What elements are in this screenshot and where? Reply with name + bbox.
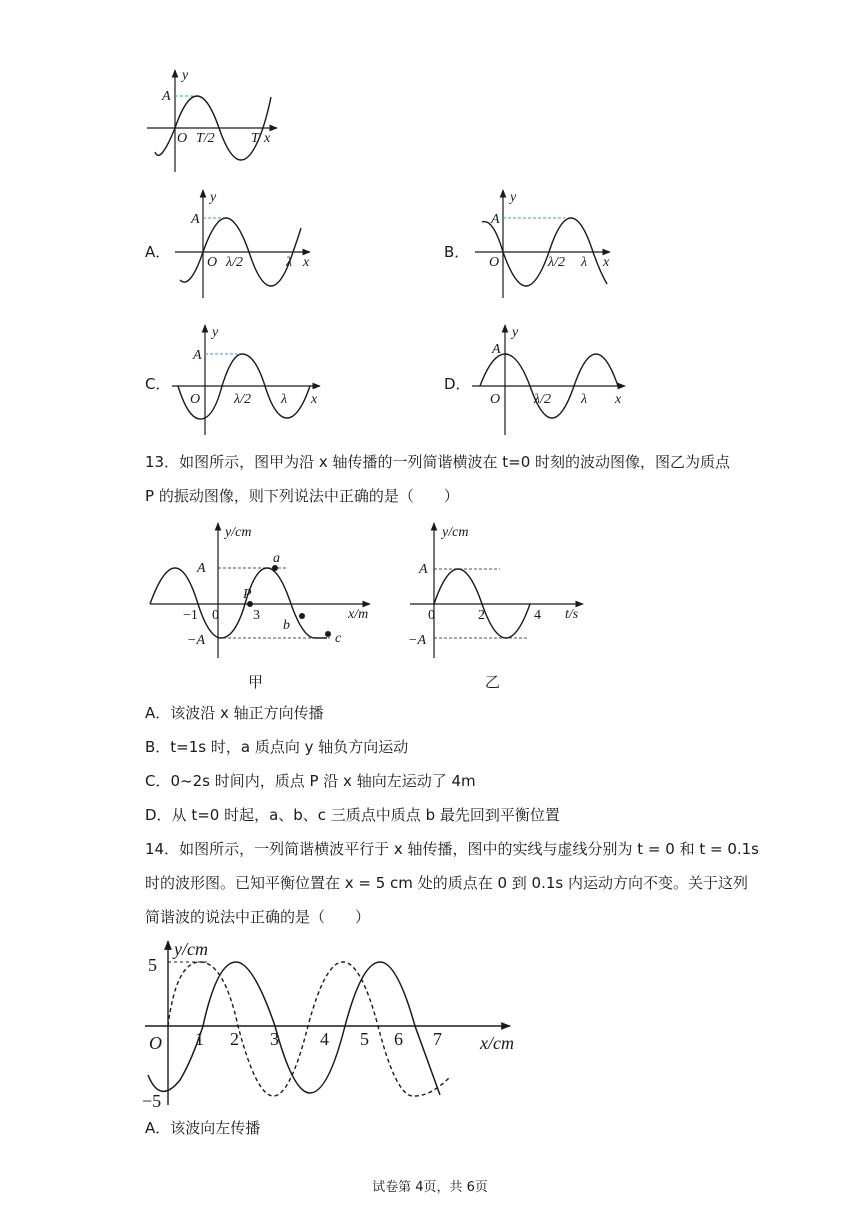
q13-figure-yi [405,518,605,658]
q13-option-b[interactable]: B．t=1s 时，a 质点向 y 轴负方向运动 [145,738,409,756]
q13-caption-yi: 乙 [485,673,501,691]
q12-option-d-label[interactable]: D． [444,375,471,393]
svg-text:O: O [190,392,201,407]
svg-text:0: 0 [212,608,219,623]
q14-option-a[interactable]: A．该波向左传播 [145,1119,261,1137]
svg-text:A: A [491,212,500,227]
dashed-wave [168,962,450,1096]
svg-text:y: y [512,325,519,340]
q12-option-a-label[interactable]: A． [145,243,171,261]
x-label: x [264,131,271,146]
svg-text:−5: −5 [142,1091,162,1111]
svg-text:x: x [615,392,622,407]
svg-text:y/cm: y/cm [442,525,469,540]
q12-option-b-label[interactable]: B． [444,243,470,261]
page-footer: 试卷第 4页，共 6页 [372,1180,488,1195]
svg-text:−A: −A [187,633,205,648]
svg-text:A: A [419,562,428,577]
svg-text:x/m: x/m [348,607,369,622]
svg-text:3: 3 [270,1029,279,1049]
svg-text:c: c [335,631,342,646]
T2-label: T/2 [196,131,215,146]
svg-text:λ: λ [581,392,588,407]
y-label: y [182,68,189,83]
q12-option-c-graph[interactable] [160,315,480,445]
svg-text:O: O [207,255,218,270]
svg-text:A: A [197,561,206,576]
svg-text:λ: λ [281,392,288,407]
svg-text:2: 2 [230,1029,239,1049]
svg-text:a: a [273,551,280,566]
svg-text:x: x [303,255,310,270]
q14-stem-line3: 简谐波的说法中正确的是（ ） [145,908,371,926]
svg-text:λ/2: λ/2 [534,392,551,407]
svg-text:y: y [210,190,217,205]
q14-stem-line1: 14．如图所示，一列简谐横波平行于 x 轴传播，图中的实线与虚线分别为 t = 0 和 t = 0.1s [145,840,759,858]
q12-option-a-graph[interactable] [160,180,480,300]
q14-stem-line2: 时的波形图。已知平衡位置在 x = 5 cm 处的质点在 0 到 0.1s 内运动方向不变。关于这列 [145,874,748,892]
q13-option-d[interactable]: D．从 t=0 时起，a、b、c 三质点中质点 b 最先回到平衡位置 [145,806,560,824]
svg-text:λ: λ [286,255,293,270]
svg-text:A: A [191,212,200,227]
svg-text:x: x [311,392,318,407]
svg-text:O: O [489,255,500,270]
q14-graph [140,935,540,1115]
svg-text:x: x [603,255,610,270]
q12-option-c-label[interactable]: C． [145,375,171,393]
svg-text:5: 5 [360,1029,369,1049]
q13-option-a[interactable]: A．该波沿 x 轴正方向传播 [145,704,324,722]
point-b [299,613,305,619]
svg-text:y: y [212,325,219,340]
q13-caption-jia: 甲 [248,673,264,691]
svg-text:−A: −A [408,633,426,648]
svg-text:λ/2: λ/2 [234,392,251,407]
svg-text:λ/2: λ/2 [226,255,243,270]
A-label: A [162,89,171,104]
q13-figure-jia [145,518,405,658]
svg-text:4: 4 [320,1029,329,1049]
svg-text:1: 1 [195,1029,204,1049]
svg-text:O: O [149,1033,162,1053]
svg-text:t/s: t/s [565,607,579,622]
q13-stem-line2: P 的振动图像，则下列说法中正确的是（ ） [145,487,459,505]
svg-text:y: y [510,190,517,205]
point-c [325,631,331,637]
svg-text:y/cm: y/cm [225,525,252,540]
svg-text:7: 7 [433,1029,442,1049]
svg-text:A: A [193,348,202,363]
q12-option-b-graph[interactable] [460,180,780,300]
svg-text:λ: λ [581,255,588,270]
svg-text:A: A [492,342,501,357]
q13-option-c[interactable]: C．0~2s 时间内，质点 P 沿 x 轴向左运动了 4m [145,772,476,790]
svg-text:O: O [490,392,501,407]
svg-text:4: 4 [534,608,541,623]
q12-option-d-graph[interactable] [460,315,780,445]
svg-text:3: 3 [253,608,260,623]
svg-text:0: 0 [428,608,435,623]
q12-top-graph [0,0,300,190]
origin-label: O [177,131,188,146]
svg-text:−1: −1 [183,608,198,623]
svg-text:P: P [243,587,252,602]
svg-text:b: b [283,618,290,633]
svg-text:y/cm: y/cm [174,939,208,959]
T-label: T [251,131,259,146]
svg-text:x/cm: x/cm [480,1033,514,1053]
q13-stem-line1: 13．如图所示，图甲为沿 x 轴传播的一列简谐横波在 t=0 时刻的波动图像，图乙为质点 [145,453,731,471]
svg-text:5: 5 [148,955,157,975]
svg-text:2: 2 [478,608,485,623]
svg-text:λ/2: λ/2 [548,255,565,270]
svg-text:6: 6 [394,1029,403,1049]
